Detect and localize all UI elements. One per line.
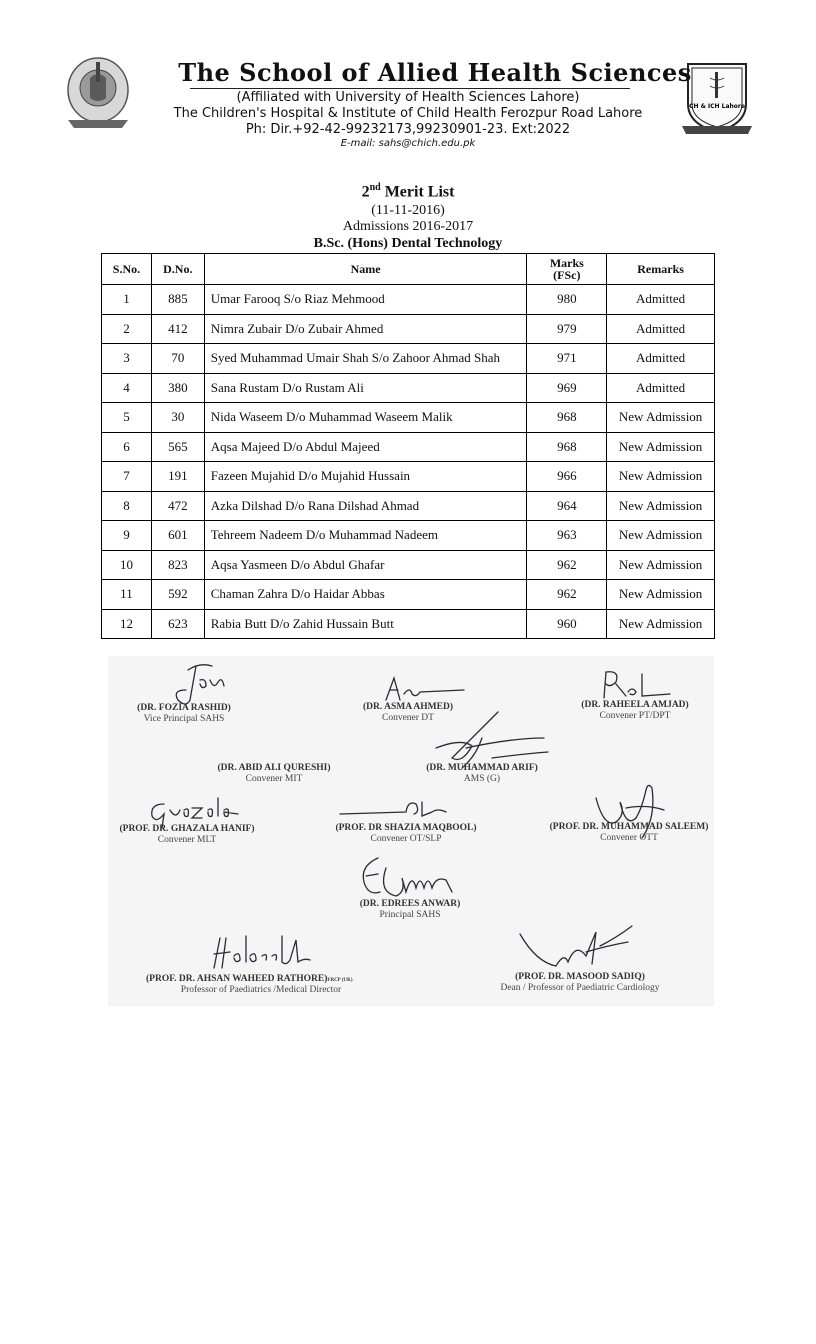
cell-sno: 2	[102, 314, 152, 344]
merit-table	[101, 253, 715, 639]
cell-name: Syed Muhammad Umair Shah S/o Zahoor Ahmad Shah	[204, 344, 527, 374]
cell-dno: 30	[151, 403, 204, 433]
cell-marks: 960	[527, 609, 607, 639]
signatory-name: (DR. ASMA AHMED)	[363, 702, 453, 712]
table-row	[102, 314, 715, 344]
signatory-suffix: FRCP (UK)	[327, 978, 353, 983]
signatory-role: Vice Principal SAHS	[143, 714, 225, 724]
signatory-role: Dean / Professor of Paediatric Cardiology	[500, 983, 660, 993]
signatory-role: Convener PT/DPT	[599, 711, 671, 721]
merit-num: 2	[361, 183, 370, 201]
cell-sno: 3	[102, 344, 152, 374]
cell-marks: 980	[527, 285, 607, 315]
cell-dno: 70	[151, 344, 204, 374]
cell-name: Nimra Zubair D/o Zubair Ahmed	[204, 314, 527, 344]
cell-dno: 823	[151, 550, 204, 580]
email: E-mail: sahs@chich.edu.pk	[340, 138, 476, 149]
hospital-address: The Children's Hospital & Institute of Child Health Ferozpur Road Lahore	[173, 106, 643, 121]
table-row	[102, 550, 715, 580]
cell-name: Fazeen Mujahid D/o Mujahid Hussain	[204, 462, 527, 492]
cell-marks: 962	[527, 580, 607, 610]
col-marks-line2: (FSc)	[553, 268, 581, 282]
cell-sno: 6	[102, 432, 152, 462]
signatory-role: Convener MLT	[157, 835, 217, 845]
signatory-name: (DR. ABID ALI QURESHI)	[217, 763, 331, 773]
cell-dno: 565	[151, 432, 204, 462]
cell-remarks: New Admission	[607, 521, 715, 551]
signatory-role: Convener DT	[382, 713, 434, 723]
signatory-name: (DR. MUHAMMAD ARIF)	[426, 763, 538, 773]
cell-dno: 623	[151, 609, 204, 639]
cell-sno: 8	[102, 491, 152, 521]
cell-dno: 380	[151, 373, 204, 403]
signatory-role: Convener MIT	[245, 774, 303, 784]
col-remarks: Remarks	[607, 254, 715, 285]
signature-edrees	[356, 852, 466, 906]
cell-sno: 11	[102, 580, 152, 610]
phone: Ph: Dir.+92-42-99232173,99230901-23. Ext:2022	[245, 122, 571, 137]
signature-asma	[380, 674, 470, 704]
signatory-name: (PROF. DR. AHSAN WAHEED RATHORE)	[146, 974, 328, 984]
cell-sno: 7	[102, 462, 152, 492]
cell-marks: 964	[527, 491, 607, 521]
cell-remarks: New Admission	[607, 491, 715, 521]
merit-list-title	[250, 182, 566, 201]
signature-raheela	[596, 668, 676, 702]
table-row	[102, 373, 715, 403]
cell-marks: 979	[527, 314, 607, 344]
cell-name: Sana Rustam D/o Rustam Ali	[204, 373, 527, 403]
table-row	[102, 285, 715, 315]
cell-name: Nida Waseem D/o Muhammad Waseem Malik	[204, 403, 527, 433]
cell-marks: 968	[527, 403, 607, 433]
cell-dno: 592	[151, 580, 204, 610]
signatory-name: (DR. RAHEELA AMJAD)	[581, 700, 689, 710]
cell-dno: 412	[151, 314, 204, 344]
cell-name: Tehreem Nadeem D/o Muhammad Nadeem	[204, 521, 527, 551]
signatory-name: (PROF. DR. GHAZALA HANIF)	[119, 824, 255, 834]
crest-text: CH & ICH Lahore	[689, 103, 745, 110]
table-header-row	[102, 254, 715, 285]
cell-dno: 885	[151, 285, 204, 315]
cell-remarks: New Admission	[607, 462, 715, 492]
cell-remarks: New Admission	[607, 609, 715, 639]
col-sno: S.No.	[102, 254, 152, 285]
affiliation: (Affiliated with University of Health Sciences Lahore)	[236, 90, 580, 105]
cell-remarks: Admitted	[607, 373, 715, 403]
col-marks	[527, 254, 607, 285]
signatory-role: Convener OTT	[600, 833, 658, 843]
cell-marks: 966	[527, 462, 607, 492]
cell-remarks: New Admission	[607, 432, 715, 462]
cell-dno: 601	[151, 521, 204, 551]
table-row	[102, 491, 715, 521]
table-row	[102, 462, 715, 492]
cell-remarks: Admitted	[607, 344, 715, 374]
cell-remarks: New Admission	[607, 550, 715, 580]
cell-sno: 9	[102, 521, 152, 551]
signature-shazia	[336, 798, 456, 822]
cell-marks: 963	[527, 521, 607, 551]
cell-sno: 4	[102, 373, 152, 403]
cell-marks: 971	[527, 344, 607, 374]
cell-name: Azka Dilshad D/o Rana Dilshad Ahmad	[204, 491, 527, 521]
title-underline	[190, 88, 630, 89]
signatory-role: Principal SAHS	[379, 910, 441, 920]
table-row	[102, 432, 715, 462]
program-name: B.Sc. (Hons) Dental Technology	[313, 236, 503, 251]
cell-name: Aqsa Yasmeen D/o Abdul Ghafar	[204, 550, 527, 580]
cell-sno: 1	[102, 285, 152, 315]
signatory-role: Convener OT/SLP	[370, 834, 442, 844]
cell-sno: 10	[102, 550, 152, 580]
signature-masood	[516, 922, 636, 974]
signatory-name: (PROF. DR SHAZIA MAQBOOL)	[335, 823, 477, 833]
signatory-role: AMS (G)	[463, 774, 501, 784]
admissions-year: Admissions 2016-2017	[342, 219, 474, 234]
cell-sno: 5	[102, 403, 152, 433]
cell-remarks: Admitted	[607, 285, 715, 315]
merit-sup: nd	[369, 182, 381, 193]
school-name: The School of Allied Health Sciences	[178, 58, 692, 87]
table-row	[102, 609, 715, 639]
signatory-ahsan	[146, 974, 376, 984]
table-row	[102, 580, 715, 610]
table-row	[102, 521, 715, 551]
cell-name: Chaman Zahra D/o Haidar Abbas	[204, 580, 527, 610]
signatory-name: (DR. FOZIA RASHID)	[137, 703, 231, 713]
signatory-name: (PROF. DR. MASOOD SADIQ)	[515, 972, 645, 982]
cell-remarks: New Admission	[607, 403, 715, 433]
col-marks-line1: Marks	[549, 256, 584, 270]
cell-marks: 969	[527, 373, 607, 403]
cell-marks: 962	[527, 550, 607, 580]
signatory-role: Professor of Paediatrics /Medical Director	[180, 985, 342, 995]
cell-marks: 968	[527, 432, 607, 462]
signature-ahsan	[206, 932, 316, 972]
col-dno: D.No.	[151, 254, 204, 285]
cell-remarks: New Admission	[607, 580, 715, 610]
cell-dno: 472	[151, 491, 204, 521]
signatory-name: (DR. EDREES ANWAR)	[359, 899, 461, 909]
cell-sno: 12	[102, 609, 152, 639]
school-crest-icon	[62, 54, 134, 134]
cell-remarks: Admitted	[607, 314, 715, 344]
cell-name: Aqsa Majeed D/o Abdul Majeed	[204, 432, 527, 462]
signatory-name: (PROF. DR. MUHAMMAD SALEEM)	[549, 822, 709, 832]
cell-name: Rabia Butt D/o Zahid Hussain Butt	[204, 609, 527, 639]
merit-date: (11-11-2016)	[371, 203, 445, 218]
table-row	[102, 344, 715, 374]
table-row	[102, 403, 715, 433]
cell-name: Umar Farooq S/o Riaz Mehmood	[204, 285, 527, 315]
merit-rest: Merit List	[380, 183, 455, 201]
cell-dno: 191	[151, 462, 204, 492]
col-name: Name	[204, 254, 527, 285]
